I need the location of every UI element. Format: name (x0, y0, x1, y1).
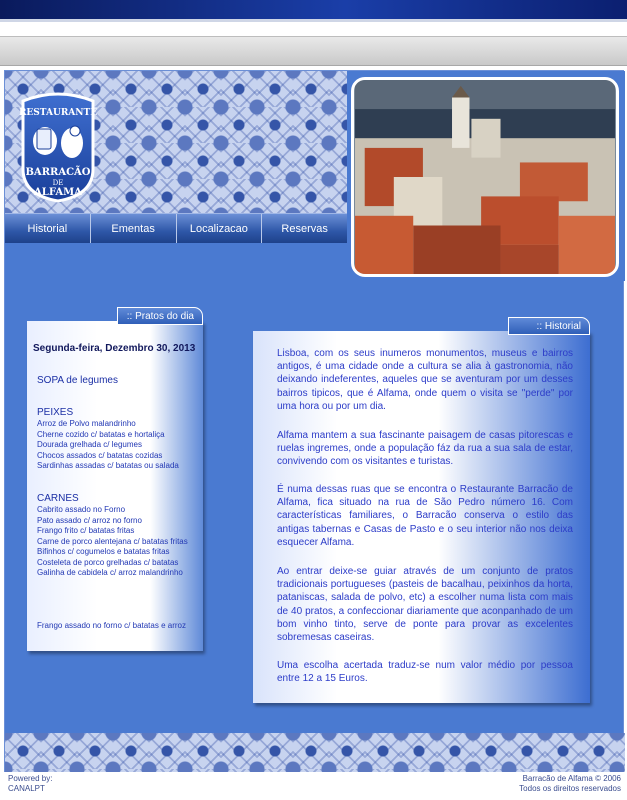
list-item: Carne de porco alentejana c/ batatas fritas (37, 536, 188, 546)
main-nav (5, 213, 347, 243)
list-item: Pato assado c/ arroz no forno (37, 515, 142, 525)
page-frame (4, 70, 624, 772)
powered-by-link[interactable]: CANALPT (8, 784, 45, 793)
powered-by-label: Powered by: (8, 774, 53, 783)
list-item: Dourada grelhada c/ legumes (37, 440, 142, 449)
historial-paragraph-3: É numa dessas ruas que se encontra o Restaurante Barracão de Alfama, fica situado na rua de São Pedro número 16. Com características familiares, o Barracão conserva o estilo das antigas tabernas e Casas de Pasto e o seu interior não nos deixa esquecer Alfama. (277, 484, 573, 548)
pratos-date: Segunda-feira, Dezembro 30, 2013 (33, 343, 196, 354)
logo-line3: DE (52, 179, 64, 187)
page-footer (0, 772, 627, 800)
logo-line1: RESTAURANTE (18, 108, 98, 118)
restaurant-logo[interactable] (17, 91, 99, 203)
list-item: Galinha de cabidela c/ arroz malandrinho (37, 568, 183, 577)
historial-panel (253, 321, 590, 703)
historial-title: :: Historial (508, 317, 590, 335)
nav-localizacao[interactable]: Localizacao (177, 214, 263, 243)
logo-line4: ALFAMA (34, 187, 82, 198)
list-item: Bifinhos c/ cogumelos e batatas fritas (37, 547, 170, 556)
rights-text: Todos os direitos reservados (519, 784, 621, 793)
historial-paragraph-1: Lisboa, com os seus inumeros monumentos, museus e bairros antigos, é uma cidade onde a cultura se alia à gastronomia, não deixando indeferentes, aqueles que se aventuram por um desses bairros tipicos, que é Alfama, onde quem o visita se "perde" por uma hora ou por um dia. (277, 348, 573, 412)
peixes-list (37, 419, 199, 472)
peixes-title: PEIXES (37, 407, 74, 418)
carnes-title: CARNES (37, 493, 79, 504)
window-title-band (0, 0, 627, 22)
list-item: Sardinhas assadas c/ batatas ou salada (37, 461, 179, 470)
nav-historial[interactable]: Historial (5, 214, 91, 243)
list-item: Frango frito c/ batatas fritas (37, 526, 135, 535)
footer-azulejo-tiles (5, 733, 625, 773)
nav-ementas[interactable]: Ementas (91, 214, 177, 243)
historial-paragraph-5: Uma escolha acertada traduz-se num valor médio por pessoa entre 12 a 15 Euros. (277, 660, 573, 685)
list-item: Chocos assados c/ batatas cozidas (37, 450, 163, 460)
list-item: Cabrito assado no Forno (37, 505, 126, 514)
copyright-text: Barracão de Alfama © 2006 (522, 774, 621, 783)
pratos-title: :: Pratos do dia (117, 307, 203, 325)
list-item: Cherne cozido c/ batatas e hortaliça (37, 429, 165, 439)
list-item: Arroz de Polvo malandrinho (37, 419, 136, 428)
browser-toolbar (0, 36, 627, 66)
logo-line2: BARRACÃO (25, 167, 91, 178)
pratos-panel (27, 311, 203, 651)
pratos-soup: SOPA de legumes (37, 375, 118, 386)
historial-paragraph-4: Ao entrar deixe-se guiar através de um conjunto de pratos tradicionais portugueses (pasteis de bacalhau, peixinhos da horta, pataniscas, salada de polvo, etc) a escolher numa lista com mais de 40 pratos, a confeccionar diariamente que aconpanhado de um bom vinho tinto, serve de ponte para provar as excelentes sobremesas caseiras. (277, 566, 573, 644)
alfama-photo (351, 77, 619, 277)
carnes-list (37, 505, 199, 579)
pratos-extra: Frango assado no forno c/ batatas e arroz (37, 621, 186, 630)
list-item: Costeleta de porco grelhadas c/ batatas (37, 557, 179, 567)
historial-paragraph-2: Alfama mantem a sua fascinante paisagem de casas pitorescas e ruelas ingremes, onde a população fáz da rua a sua sala de estar, convivendo com os visitantes e turistas. (277, 430, 573, 468)
header-photo-frame (347, 71, 625, 281)
nav-reservas[interactable]: Reservas (281, 223, 328, 235)
